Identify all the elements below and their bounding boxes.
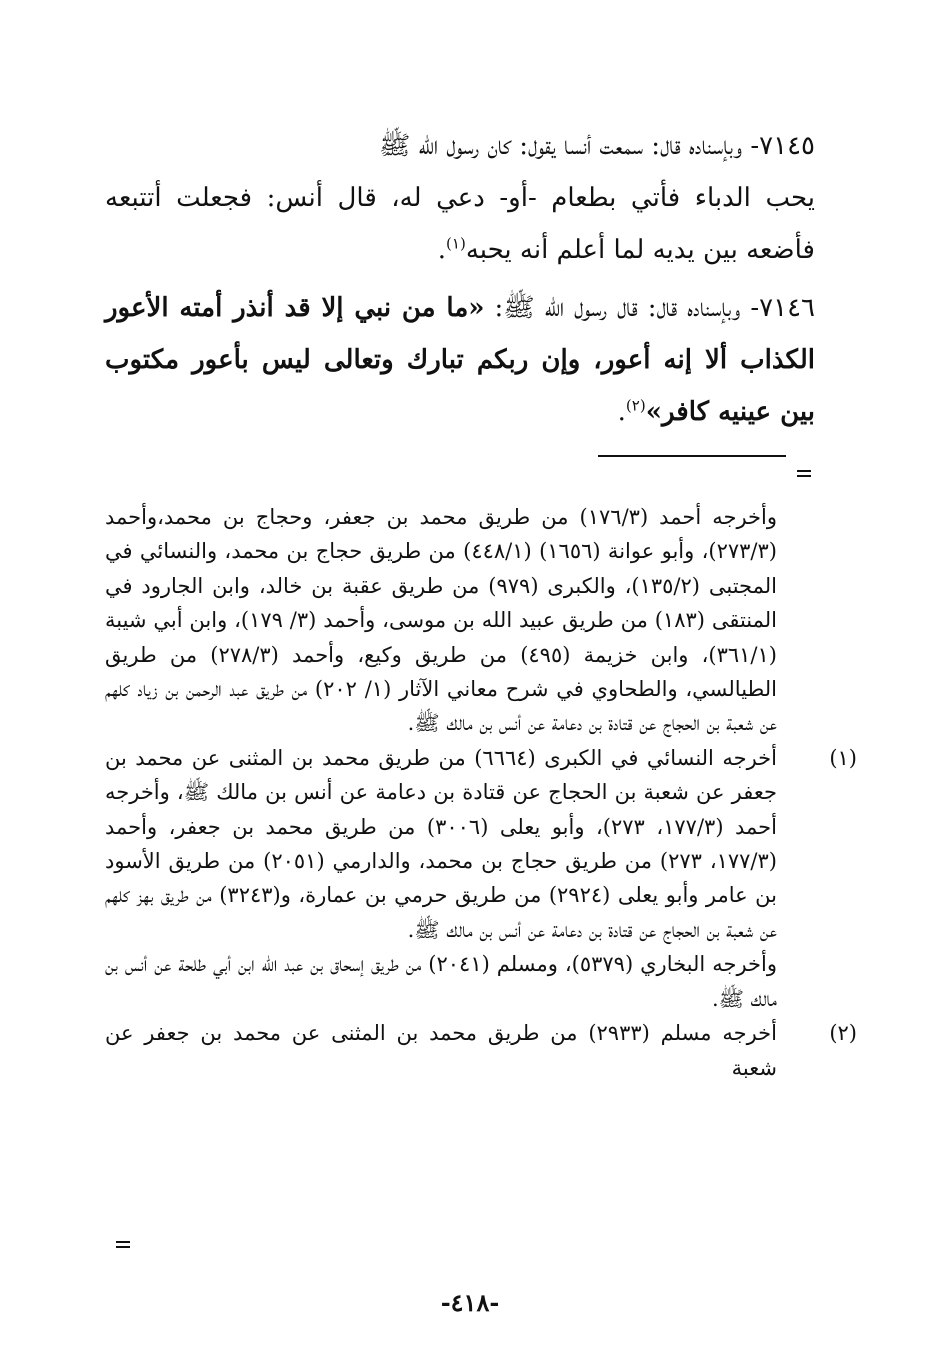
hadith-7145-tail: . xyxy=(437,235,447,265)
footnote-2-text: أخرجه مسلم (٢٩٣٣) من طريق محمد بن المثنى عن محمد بن جعفر عن شعبة xyxy=(105,1021,777,1080)
footnote-2 xyxy=(105,1016,857,1085)
page-number: -٤١٨- xyxy=(440,1288,500,1317)
footnote-ref-2[interactable]: (٢) xyxy=(625,396,646,415)
footnote-separator xyxy=(598,455,786,457)
hadith-7146 xyxy=(105,282,815,438)
footnote-1 xyxy=(105,741,857,947)
continuation-mark-bottom xyxy=(116,1241,130,1249)
hadith-7146-tail: . xyxy=(617,397,626,427)
footnotes xyxy=(105,500,857,1085)
footnote-1-extra: وأخرجه البخاري (٥٣٧٩)، ومسلم (٢٠٤١) من طريق إسحاق بن عبد الله ابن أبي طلحة عن أنس بن مالك ﷺ. xyxy=(105,952,777,1011)
hadith-7145 xyxy=(105,120,815,276)
footnote-ref-1[interactable]: (١) xyxy=(446,234,466,253)
footnote-continued: وأخرجه أحمد (١٧٦/٣) من طريق محمد بن جعفر، وحجاج بن محمد،وأحمد (٢٧٣/٣)، وأبو عوانة (١٦٥٦) (٤٤٨/١) من طريق حجاج بن محمد، والنسائي في المجتبى (١٣٥/٢)، والكبرى (٩٧٩) من طريق عقبة بن خالد، وابن الجارود في المنتقى (١٨٣) من طريق عبيد الله بن موسى، وأحمد (٣/ ١٧٩)، وابن أبي شيبة (٣٦١/١)، وابن خزيمة (٤٩٥) من طريق وكيع، وأحمد (٢٧٨/٣) من طريق الطيالسي، والطحاوي في شرح معاني الآثار (١/ ٢٠٢) من طريق عبد الرحمن بن زياد كلهم عن شعبة بن الحجاج عن قتادة بن دعامة عن أنس بن مالك ﷺ. xyxy=(105,505,777,736)
hadith-7146-quote: «ما من نبي إلا قد أنذر أمته الأعور الكذاب ألا إنه أعور، وإن ربكم تبارك وتعالى ليس بأعور مكتوب بين عينيه كافر» xyxy=(105,293,815,427)
main-text xyxy=(105,120,815,444)
hadith-7145-first-line: ٧١٤٥- وبإسناده قال: سمعت أنسا يقول: كان رسول الله ﷺ xyxy=(378,131,815,161)
hadith-7146-intro: ٧١٤٦- وبإسناده قال: قال رسول الله ﷺ: xyxy=(484,293,815,323)
continuation-mark-top xyxy=(797,470,811,478)
footnote-1-text: أخرجه النسائي في الكبرى (٦٦٦٤) من طريق محمد بن المثنى عن محمد بن جعفر عن شعبة بن الحجاج عن قتادة بن دعامة عن أنس بن مالك ﷺ، وأخرجه أحمد (١٧٧/٣، ٢٧٣)، وأبو يعلى (٣٠٠٦) من طريق محمد بن جعفر، وأحمد (١٧٧/٣، ٢٧٣) من طريق حجاج بن محمد، والدارمي (٢٠٥١) من طريق الأسود بن عامر وأبو يعلى (٢٩٢٤) من طريق حرمي بن عمارة، و(٣٢٤٣) من طريق بهز كلهم عن شعبة بن الحجاج عن قتادة بن دعامة عن أنس بن مالك ﷺ. xyxy=(105,745,777,942)
footnote-2-label: (٢) xyxy=(829,1021,857,1046)
footnote-1-label: (١) xyxy=(829,745,857,770)
hadith-7145-text: يحب الدباء فأتي بطعام -أو- دعي له، قال أنس: فجعلت أتتبعه فأضعه بين يديه لما أعلم أنه يحبه xyxy=(105,183,815,265)
